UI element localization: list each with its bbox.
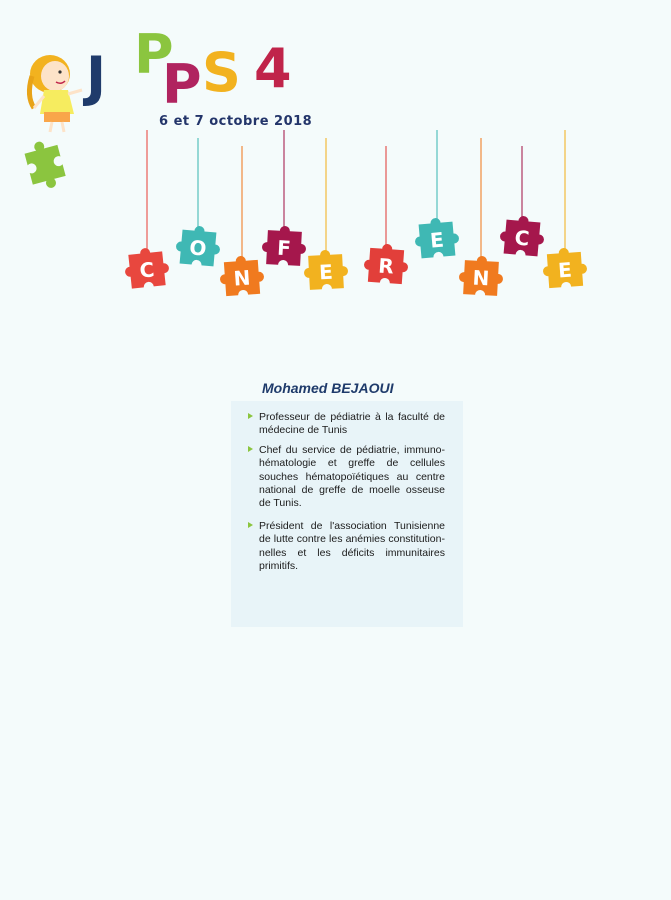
bullet-icon <box>248 522 253 528</box>
bio-item <box>259 520 445 574</box>
bio-text: Chef du service de pédiatrie, immuno-hématologie et greffe de cellules souches hématopoïétiques au centre national de greffe de moelle osseuse de Tunis. <box>259 443 445 510</box>
banner-letter-piece <box>542 247 589 289</box>
bullet-icon <box>248 413 253 419</box>
speaker-bio-list <box>231 401 463 573</box>
banner-letter: O <box>188 235 208 261</box>
bio-item <box>259 444 445 511</box>
event-date: 6 et 7 octobre 2018 <box>159 114 313 129</box>
banner-letter-piece <box>175 224 222 267</box>
banner-letter: E <box>429 227 445 253</box>
banner-letter: C <box>513 225 531 251</box>
logo-letter: P <box>162 53 202 116</box>
banner-letter-piece <box>413 216 460 259</box>
logo-letter: J <box>86 45 107 108</box>
bio-text: Président de l'association Tunisienne de lutte contre les anémies constitution-nelles et les déficits immunitaires primitifs. <box>259 519 445 573</box>
banner-letter: F <box>276 235 292 261</box>
banner-letter-piece <box>499 214 546 257</box>
speaker-bio-panel <box>231 401 463 627</box>
banner-letter-piece <box>458 255 504 296</box>
logo-letter: P <box>134 23 174 86</box>
logo-letter: S <box>202 41 241 104</box>
bio-text: Professeur de pédiatrie à la faculté de médecine de Tunis <box>259 411 445 437</box>
bio-item <box>259 411 445 438</box>
banner-letter-piece <box>303 249 349 290</box>
banner-letter: R <box>377 253 395 279</box>
banner-letter: E <box>557 257 573 283</box>
banner-letter-piece <box>261 225 307 266</box>
conference-banner <box>0 100 671 330</box>
banner-letter-piece <box>363 243 410 285</box>
banner-letter: C <box>138 257 156 283</box>
banner-letter: E <box>318 259 334 285</box>
speaker-name: Mohamed BEJAOUI <box>262 380 394 396</box>
banner-letter-piece <box>123 246 171 289</box>
logo-letter: 4 <box>254 37 292 100</box>
banner-letter: N <box>232 265 252 291</box>
banner-letter: N <box>472 265 490 291</box>
banner-letter-piece <box>219 255 266 297</box>
bullet-icon <box>248 446 253 452</box>
